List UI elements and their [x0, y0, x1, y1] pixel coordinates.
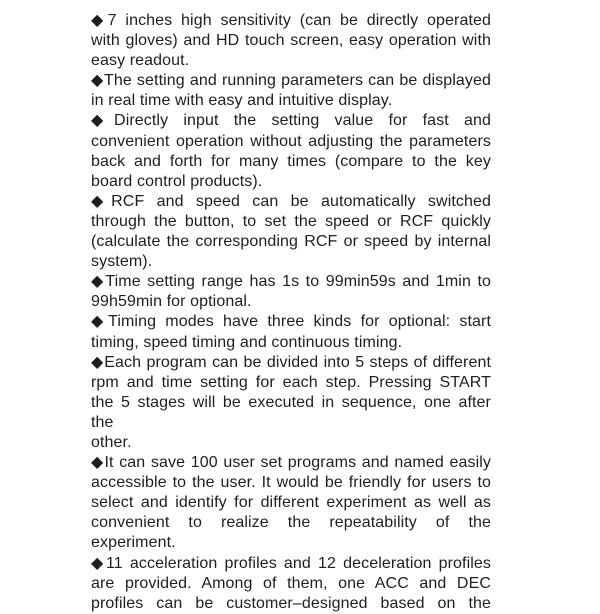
text-line: convenient operation without adjusting the parameters: [91, 132, 491, 150]
text-line: back and forth for many times (compare to the key: [91, 152, 491, 170]
text-line: with gloves) and HD touch screen, easy operation with: [91, 32, 491, 50]
text-line: ◆The setting and running parameters can be displayed: [91, 72, 491, 90]
feature-paragraph: [91, 11, 491, 71]
text-line: experiment.: [91, 534, 176, 552]
text-line: ◆RCF and speed can be automatically switched: [91, 192, 491, 210]
text-line: ◆7 inches high sensitivity (can be directly operated: [91, 12, 491, 29]
text-line: (calculate the corresponding RCF or speed by internal: [91, 233, 491, 251]
text-line: ◆It can save 100 user set programs and named easily: [91, 454, 491, 472]
feature-paragraph: [91, 272, 491, 312]
text-line: rpm and time setting for each step. Pressing START: [91, 373, 491, 391]
text-line: in real time with easy and intuitive display.: [91, 92, 393, 110]
text-line: profiles can be customer–designed based on the: [91, 594, 491, 612]
text-line: select and identify for different experiment as well as: [91, 494, 491, 512]
text-line: accessible to the user. It would be friendly for users to: [91, 474, 491, 492]
feature-list: [91, 11, 491, 614]
feature-paragraph: [91, 554, 491, 614]
feature-paragraph: [91, 111, 491, 191]
text-line: the 5 stages will be executed in sequence, one after the: [91, 393, 491, 431]
text-line: ◆Timing modes have three kinds for optional: start: [91, 313, 491, 331]
feature-paragraph: [91, 312, 491, 352]
text-line: 99h59min for optional.: [91, 293, 252, 311]
text-line: ◆Each program can be divided into 5 steps of different: [91, 353, 491, 371]
text-line: system).: [91, 253, 153, 271]
text-line: timing, speed timing and continuous timing.: [91, 333, 403, 351]
text-line: other.: [91, 433, 132, 451]
feature-paragraph: [91, 353, 491, 453]
text-line: are provided. Among of them, one ACC and DEC: [91, 574, 491, 592]
feature-paragraph: [91, 453, 491, 553]
feature-paragraph: [91, 71, 491, 111]
text-line: board control products).: [91, 172, 263, 190]
text-line: ◆Time setting range has 1s to 99min59s and 1min to: [91, 273, 491, 291]
text-line: ◆Directly input the setting value for fast and: [91, 112, 491, 130]
text-line: through the button, to set the speed or RCF quickly: [91, 212, 491, 230]
text-line: easy readout.: [91, 52, 190, 70]
feature-paragraph: [91, 192, 491, 272]
text-line: convenient to realize the repeatability of the: [91, 514, 491, 532]
text-line: ◆11 acceleration profiles and 12 deceleration profiles: [91, 554, 491, 572]
